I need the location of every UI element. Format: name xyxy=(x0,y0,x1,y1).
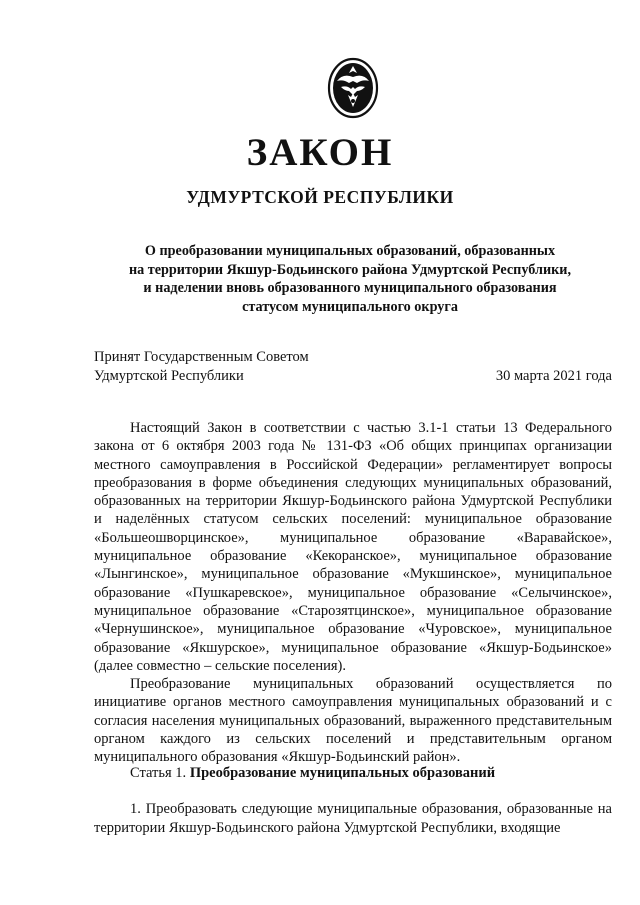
article-prefix: Статья 1. xyxy=(130,765,190,781)
udmurtia-coat-of-arms-icon xyxy=(327,57,379,119)
adoption-info xyxy=(94,348,309,386)
law-title: ЗАКОН xyxy=(246,131,394,174)
heading-line: статусом муниципального округа xyxy=(242,298,458,315)
heading-line: на территории Якшур-Бодьинского района Удмуртской Республики, xyxy=(128,261,572,278)
adoption-line: Удмуртской Республики xyxy=(94,368,244,384)
paragraph: Преобразование муниципальных образований осуществляется по инициативе органов местного самоуправления муниципальных образований и с согласия населения муниципальных образований, выраженного представительным органом каждого из сельских поселений и представительным органом муниципального образования «Якшур-Бодьинский район». xyxy=(94,676,612,766)
preamble-text xyxy=(94,419,612,767)
document-heading xyxy=(60,242,640,316)
paragraph: 1. Преобразовать следующие муниципальные образования, образованные на территории Якшур-Бодьинского района Удмуртской Республики, входящие xyxy=(94,801,612,836)
heading-line: и наделении вновь образованного муниципального образования xyxy=(143,280,557,296)
adoption-date: 30 марта 2021 года xyxy=(495,368,612,384)
adoption-line: Принят Государственным Советом xyxy=(94,349,309,365)
article-title: Преобразование муниципальных образований xyxy=(189,765,496,781)
heading-line: О преобразовании муниципальных образований, образованных xyxy=(144,243,556,259)
law-subtitle: УДМУРТСКОЙ РЕСПУБЛИКИ xyxy=(186,187,454,207)
article-text xyxy=(94,800,612,837)
paragraph: Настоящий Закон в соответствии с частью 3.1-1 статьи 13 Федерального закона от 6 октября 2003 года № 131-ФЗ «Об общих принципах организации местного самоуправления в Российской Федерации» регламентирует вопросы преобразования в форме объединения следующих муниципальных образований, образованных на территории Якшур-Бодьинского района Удмуртской Республики и наделённых статусом сельских поселений: муниципальное образование «Большеошворцинское», муниципальное образование «Варавайское», муниципальное образование «Кекоранское», муниципальное образование «Лынгинское», муниципальное образование «Мукшинское», муниципальное образование «Пушкаревское», муниципальное образование «Селычинское», муниципальное образование «Старозятцинское», муниципальное образование «Чернушинское», муниципальное образование «Чуровское», муниципальное образование «Якшурское», муниципальное образование «Якшур-Бодьинское» (далее совместно – сельские поселения). xyxy=(94,420,612,674)
article-heading xyxy=(130,764,495,783)
